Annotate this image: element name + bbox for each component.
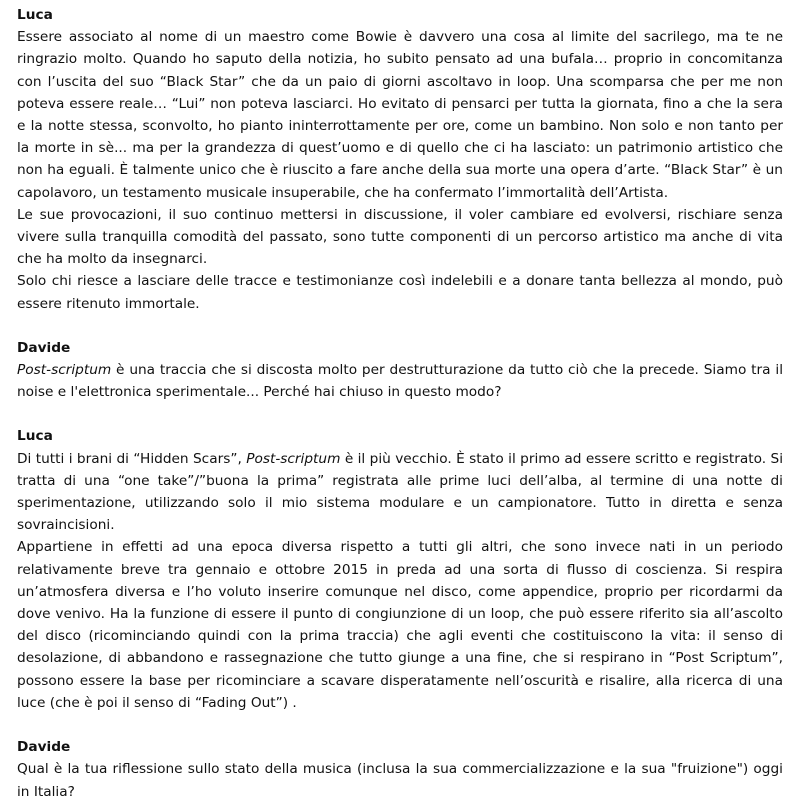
speaker-name: Luca	[17, 7, 53, 23]
answer-block-luca-1	[17, 4, 783, 315]
answer-paragraph	[17, 448, 783, 537]
spacer	[17, 403, 783, 425]
track-title: Post-scriptum	[246, 450, 341, 467]
question-text: è una traccia che si discosta molto per destrutturazione da tutto ciò che la precede. Siamo tra il noise e l'elettronica sperimentale... Perché hai chiuso in questo modo?	[17, 362, 783, 401]
track-title: Post-scriptum	[17, 362, 112, 379]
answer-paragraph: Appartiene in effetti ad una epoca diversa rispetto a tutti gli altri, che sono invece nati in un periodo relativamente breve tra gennaio e ottobre 2015 in preda ad una sorta di flusso di coscienza. Si respira un’atmosfera diversa e l’ho voluto inserire comunque nel disco, come appendice, proprio per ricordarmi da dove venivo. Ha la funzione di essere il punto di congiunzione di un loop, che può essere riferito sia all’ascolto del disco (ricominciando quindi con la prima traccia) che agli eventi che costituiscono la vita: il senso di desolazione, di abbandono e rassegnazione che tutto giunge a una fine, che si respirano in “Post Scriptum”, possono essere la base per ricominciare a scavare disperatamente nell’oscurità e risalire, alla ricerca di una luce (che è poi il senso di “Fading Out”) .	[17, 539, 783, 711]
answer-paragraph: Essere associato al nome di un maestro come Bowie è davvero una cosa al limite del sacrilego, ma te ne ringrazio molto. Quando ho saputo della notizia, ho subito pensato ad una bufala… proprio in concomitanza con l’uscita del suo “Black Star” che da un paio di giorni ascoltavo in loop. Una scomparsa che per me non poteva essere reale… “Lui” non poteva lasciarci. Ho evitato di pensarci per tutta la giornata, fino a che la sera e la notte stessa, sconvolto, ho pianto ininterrottamente per ore, come un bambino. Non solo e non tanto per la morte in sè... ma per la grandezza di quest’uomo e di quello che ci ha lasciato: un patrimonio artistico che non ha eguali. È talmente unico che è riuscito a fare anche della sua morte una opera d’arte. “Black Star” è un capolavoro, un testamento musicale insuperabile, che ha confermato l’immortalità dell’Artista.	[17, 29, 783, 201]
question-paragraph	[17, 359, 783, 403]
spacer	[17, 714, 783, 736]
answer-paragraph: Le sue provocazioni, il suo continuo mettersi in discussione, il voler cambiare ed evolversi, rischiare senza vivere sulla tranquilla comodità del passato, sono tutte componenti di un percorso artistico ma anche di vita che ha molto da insegnarci.	[17, 206, 783, 268]
speaker-name: Davide	[17, 339, 71, 356]
question-block-davide-1	[17, 337, 783, 404]
spacer	[17, 315, 783, 337]
question-block-davide-2	[17, 736, 783, 803]
answer-text: è il più vecchio. È stato il primo ad essere scritto e registrato. Si tratta di una “one take”/”buona la prima” registrata alle prime luci dell’alba, al termine di una notte di sperimentazione, utilizzando solo il mio sistema modulare e un campionatore. Tutto in diretta e senza sovraincisioni.	[17, 450, 783, 534]
speaker-name: Davide	[17, 739, 71, 756]
answer-text: Di tutti i brani di “Hidden Scars”,	[17, 450, 247, 467]
answer-paragraph: Solo chi riesce a lasciare delle tracce e testimonianze così indelebili e a donare tanta bellezza al mondo, può essere ritenuto immortale.	[17, 273, 783, 312]
question-paragraph: Qual è la tua riflessione sullo stato della musica (inclusa la sua commercializzazione e la sua "fruizione") oggi in Italia?	[17, 761, 783, 800]
answer-block-luca-2	[17, 425, 783, 714]
speaker-name: Luca	[17, 428, 53, 445]
